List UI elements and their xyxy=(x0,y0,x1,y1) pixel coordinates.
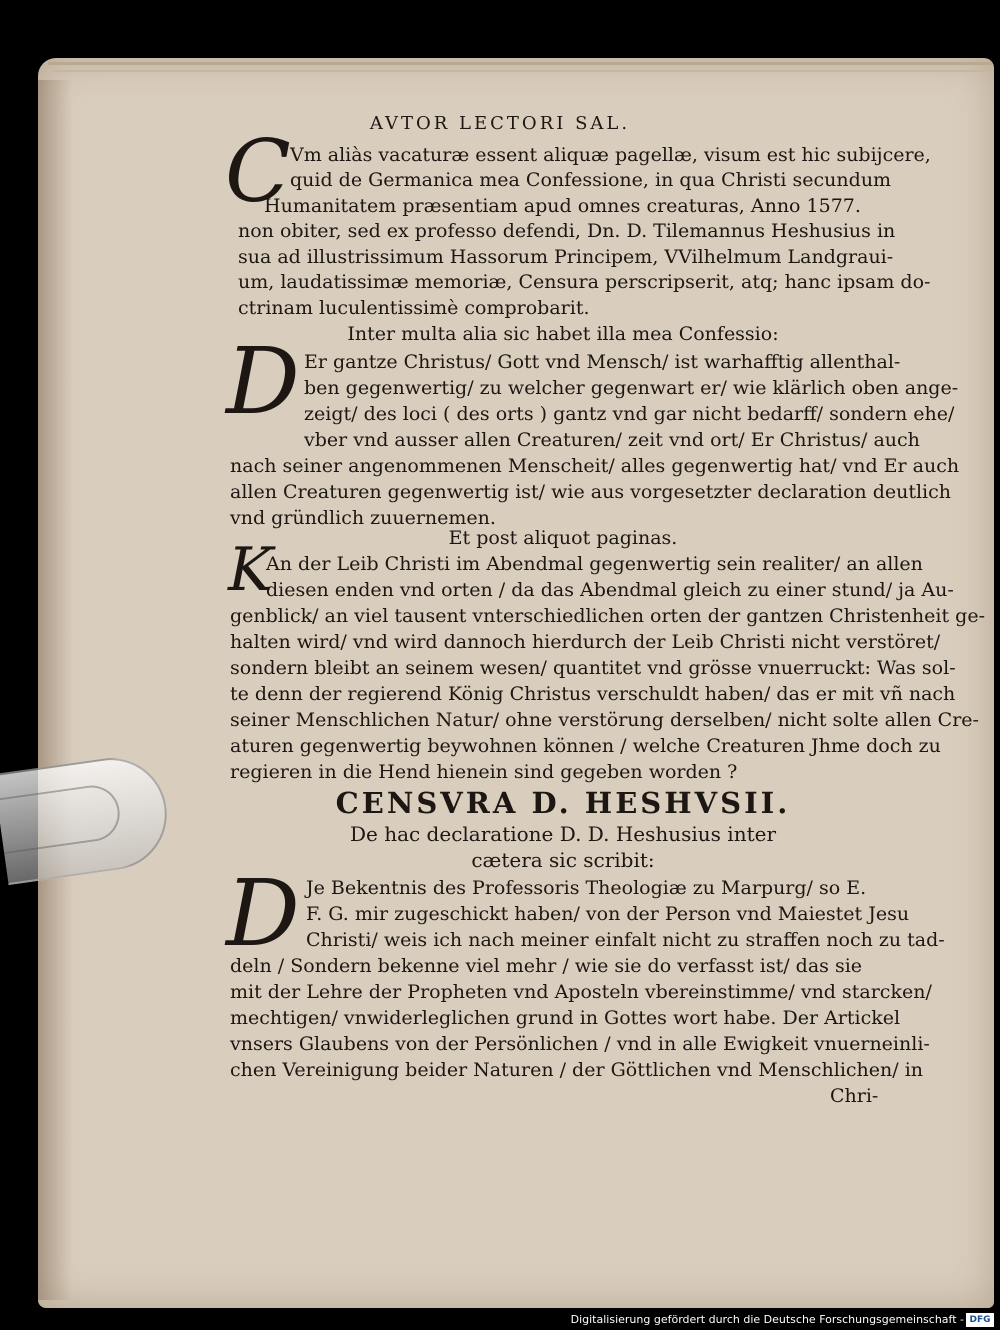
digitization-footer xyxy=(0,1310,1000,1330)
drop-capital: K xyxy=(228,535,273,605)
funding-credit: Digitalisierung gefördert durch die Deutsche Forschungsgemeinschaft - xyxy=(570,1313,964,1326)
drop-capital: C xyxy=(225,122,291,222)
page-edge xyxy=(52,70,990,72)
text-line: aturen gegenwertig beywohnen können / welche Creaturen Jhme doch zu xyxy=(230,735,941,757)
text-line: Er gantze Christus/ Gott vnd Mensch/ ist warhafftig allenthal- xyxy=(304,351,901,373)
running-header: AVTOR LECTORI SAL. xyxy=(369,113,631,134)
text-line: te denn der regierend König Christus verschuldt haben/ das er mit vñ nach xyxy=(230,683,956,705)
dfg-logo: DFG xyxy=(966,1313,994,1327)
page-edge xyxy=(48,62,992,65)
text-line: zeigt/ des loci ( des orts ) gantz vnd gar nicht bedarff/ sondern ehe/ xyxy=(304,403,955,425)
text-line: Humanitatem præsentiam apud omnes creaturas, Anno 1577. xyxy=(264,195,861,217)
text-line: quid de Germanica mea Confessione, in qua Christi secundum xyxy=(290,169,892,191)
text-line: chen Vereinigung beider Naturen / der Göttlichen vnd Menschlichen/ in xyxy=(230,1059,924,1081)
text-line: Vm aliàs vacaturæ essent aliquæ pagellæ, visum est hic subijcere, xyxy=(290,144,931,166)
text-line: ctrinam luculentissimè comprobarit. xyxy=(238,297,590,319)
text-line: Je Bekentnis des Professoris Theologiæ zu Marpurg/ so E. xyxy=(306,877,867,899)
section-subheading: De hac declaratione D. D. Heshusius inter xyxy=(349,822,777,846)
section-subheading: cætera sic scribit: xyxy=(471,848,655,872)
text-line: sua ad illustrissimum Hassorum Principem, VVilhelmum Landgraui- xyxy=(238,246,894,268)
text-line: diesen enden vnd orten / da das Abendmal gleich zu einer stund/ ja Au- xyxy=(266,579,954,601)
text-line: vnd gründlich zuuernemen. xyxy=(230,507,496,529)
text-line: Christi/ weis ich nach meiner einfalt nicht zu straffen noch zu tad- xyxy=(306,929,945,951)
text-line: vber vnd ausser allen Creaturen/ zeit vnd ort/ Er Christus/ auch xyxy=(304,429,920,451)
section-subheading: Et post aliquot paginas. xyxy=(448,527,678,549)
drop-capital: D xyxy=(226,860,300,967)
text-line: F. G. mir zugeschickt haben/ von der Person vnd Maiestet Jesu xyxy=(306,903,910,925)
page-fold-shadow xyxy=(38,80,72,1300)
text-line: genblick/ an viel tausent vnterschiedlichen orten der gantzen Christenheit ge- xyxy=(230,605,985,627)
section-subheading: Inter multa alia sic habet illa mea Confessio: xyxy=(347,323,779,345)
text-line: regieren in die Hend hienein sind gegeben worden ? xyxy=(230,761,738,783)
text-line: sondern bleibt an seinem wesen/ quantitet vnd grösse vnuerruckt: Was sol- xyxy=(230,657,956,679)
text-line: vnsers Glaubens von der Persönlichen / vnd in alle Ewigkeit vnuerneinli- xyxy=(230,1033,930,1055)
censura-heading: CENSVRA D. HESHVSII. xyxy=(335,786,791,820)
text-line: seiner Menschlichen Natur/ ohne verstörung derselben/ nicht solte allen Cre- xyxy=(230,709,979,731)
text-line: um, laudatissimæ memoriæ, Censura perscripserit, atq; hanc ipsam do- xyxy=(238,271,931,293)
catchword: Chri- xyxy=(830,1085,879,1107)
text-line: mit der Lehre der Propheten vnd Aposteln vbereinstimme/ vnd starcken/ xyxy=(230,981,932,1003)
text-line: deln / Sondern bekenne viel mehr / wie sie do verfasst ist/ das sie xyxy=(230,955,863,977)
text-line: mechtigen/ vnwiderleglichen grund in Gottes wort habe. Der Artickel xyxy=(230,1007,901,1029)
text-line: An der Leib Christi im Abendmal gegenwertig sein realiter/ an allen xyxy=(266,553,923,575)
text-line: nach seiner angenommenen Menscheit/ alles gegenwertig hat/ vnd Er auch xyxy=(230,455,960,477)
text-line: ben gegenwertig/ zu welcher gegenwart er/ wie klärlich oben ange- xyxy=(304,377,959,399)
text-line: non obiter, sed ex professo defendi, Dn. D. Tilemannus Heshusius in xyxy=(238,220,896,242)
text-line: halten wird/ vnd wird dannoch hierdurch der Leib Christi nicht verstöret/ xyxy=(230,631,941,653)
drop-capital: D xyxy=(226,328,300,435)
text-line: allen Creaturen gegenwertig ist/ wie aus vorgesetzter declaration deutlich xyxy=(230,481,952,503)
